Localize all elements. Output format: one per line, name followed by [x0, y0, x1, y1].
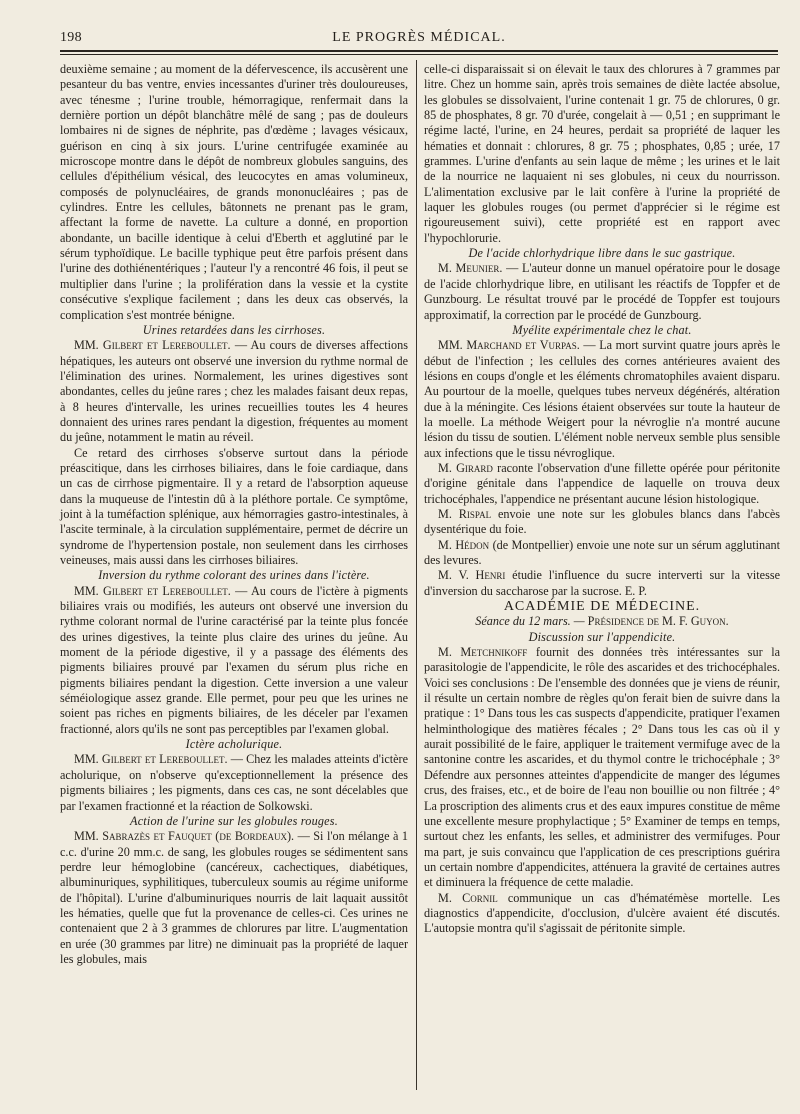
paragraph: [424, 461, 780, 507]
paragraph: [60, 584, 408, 737]
author-names: M. Rispal: [438, 506, 492, 521]
author-names: MM. Gilbert et Lereboullet.: [74, 583, 231, 598]
paragraph-text: — Au cours de l'ictère à pigments biliaires vrais ou modifiés, les auteurs ont observé une inversion du rythme colorant normal de l'urine caractérisé par la teinte plus foncée des urines digestives, la teinte plus claire des urines du jeûne. Au moment de la période digestive, il y a passage des éléments des pigments biliaires prouvé par l'examen du sérum plus riche en pigments biliaires pendant la digestion. Cette inversion a une valeur séméiologique assez grande. Elle permet, pour peu que les urines ne soient pas riches en pigments biliaires, de les déceler par l'examen fractionné, alors qu'ils ne sont pas perceptibles par l'examen global.: [60, 583, 408, 736]
paragraph: [424, 261, 780, 322]
page-number: 198: [60, 30, 82, 45]
paragraph-text: — Chez les malades atteints d'ictère acholurique, on n'observe qu'exceptionnellement la présence des pigments biliaires ; les pigments, dans ces cas, ne sont décelables que par l'examen fractionné et la réaction de Solkowski.: [60, 752, 408, 813]
header-rule-thin: [60, 54, 778, 55]
column-divider: [416, 60, 417, 1090]
paragraph-text: raconte l'observation d'une fillette opérée pour péritonite d'origine génitale dans l'appendice de laquelle on trouva deux trichocéphales, l'appendice ne présentant aucune lésion histologique.: [424, 460, 781, 506]
paragraph: [60, 338, 408, 445]
paragraph: [424, 507, 780, 538]
paragraph-text: communique un cas d'hématémèse mortelle. Les diagnostics d'appendicite, d'occlusion, d'ulcère avaient été discutés. L'autopsie montra qu'il s'agissait de péritonite simple.: [424, 890, 780, 936]
paragraph: celle-ci disparaissait si on élevait le taux des chlorures à 7 grammes par litre. Chez un homme sain, après trois semaines de diète lactée absolue, les globules se dissolvaient, l'urine contenait 1 gr. 75 de chlorures, 0 gr. 85 de phosphates, 8 gr. 70 d'urée, congelait à — 0,51 ; en supprimant le régime lacté, l'urine, en 24 heures, perdait sa propriété de laquer les hématies et donnait : chlorures, 8 gr. 75 ; phosphates, 0,85 ; urée, 17 grammes. L'urine d'enfants au sein laque de même ; les urines et le lait de la nourrice ne laquaient ni ses globules, ni ceux du nourrisson. L'alimentation exclusive par le lait confère à l'urine la propriété de laquer les globules rouges (ou permet d'apprécier si le régime est rigoureusement suivi), cette propriété est en rapport avec l'hypochlorurie.: [424, 62, 780, 245]
paragraph: Ce retard des cirrhoses s'observe surtout dans la période préascitique, dans les cirrhoses biliaires, dans le foie cardiaque, dans un cas de cirrhose pigmentaire. Il y a retard de l'absorption aqueuse dans la muqueuse de l'intestin dû à la pléthore portale. Ce symptôme, joint à la tuméfaction splénique, aux hémorragies gastro-intestinales, à l'ascite terminale, à la circulation supplémentaire, permet de décrire un syndrome de l'hypertension postale, non seulement dans les cirrhoses veineuses, mais aussi dans les cirrhoses biliaires.: [60, 445, 408, 567]
seance-line: [424, 614, 780, 629]
author-names: MM. Marchand et Vurpas.: [438, 338, 580, 353]
paragraph-text: envoie une note sur les globules blancs dans l'abcès dysentérique du foie.: [424, 506, 781, 537]
header-rule-thick: [60, 50, 778, 52]
paragraph: deuxième semaine ; au moment de la défervescence, ils accusèrent une pesanteur du bas ventre, envies incessantes d'uriner très douloureuses, avec ténesme ; l'urine trouble, hémorragique, renfermait dans la dernière portion un dépôt blanchâtre mêlé de sang ; pas de douleurs lombaires ni de signes de néphrite, pas d'œdème ; lavages vésicaux, guérison en cinq à six jours. L'urine centrifugée examinée au microscope montre dans le dépôt de nombreux globules sanguins, des cellules d'épithélium vésical, des leucocytes en amas volumineux, composés de polynucléaires, de grands mononucléaires ; pas de cylindres. Entre les cellules, bâtonnets ne prenant pas le gram, affectant la forme de navette. La culture a donné, en proportion abondante, un bacille identique à celui d'Eberth et agglutiné par le sérum typhoïdique. Le bacille typhique peut être parfois présent dans l'urine des dothiénentériques ; l'auteur l'y a rencontré 46 fois, il peut se multiplier dans l'urine ; la prolifération dans la vessie et la cystite consécutive s'explique facilement ; dans les deux cas observés, la complication s'est montrée bénigne.: [60, 62, 408, 322]
author-names: M. Hédon: [438, 537, 490, 552]
paragraph: [424, 538, 780, 569]
author-names: MM. Gilbert et Lereboullet.: [74, 338, 231, 353]
subheading: Action de l'urine sur les globules rouges.: [130, 813, 338, 828]
section-title: ACADÉMIE DE MÉDECINE.: [503, 599, 701, 615]
right-column: [424, 62, 780, 937]
author-names: M. V. Henri: [438, 568, 506, 583]
paragraph-text: — Au cours de diverses affections hépatiques, les auteurs ont observé une inversion du rythme normal de l'élimination des urines. Normalement, les urines digestives sont abondantes, celles du jeûne rares ; chez les malades faisant deux repas, à 8 heures d'intervalle, les urines recueillies toutes les 4 heures donnaient des urines rares pendant la digestion, fréquentes au moment du jeûne, notamment le matin au réveil.: [60, 338, 408, 445]
seance-presidence: Présidence de M. F. Guyon.: [587, 614, 729, 629]
paragraph: [424, 568, 780, 599]
paragraph: [424, 891, 780, 937]
paragraph-text: — La mort survint quatre jours après le début de l'infection ; les cellules des cornes antérieures avaient des lésions en coups d'ongle et les éléments chromatophiles avaient disparu. Au pourtour de la moelle, quelques tubes nerveux dégénérés, altération due à la méningite. Ces lésions étaient observées sur toute la hauteur de la moelle. La méthode Weigert pour la névroglie n'a montré aucune lésion du tissu de soutien. L'élément noble nerveux semble plus sensible aux infections que le tissu névroglique.: [424, 338, 780, 460]
subheading: Myélite expérimentale chez le chat.: [512, 322, 692, 337]
paragraph-text: — Si l'on mélange à 1 c.c. d'urine 20 mm.c. de sang, les globules rouges se sédimentent sans perdre leur hémoglobine (cancéreux, cachectiques, diabétiques, albuminuriques, syphilitiques, tuberculeux soumis au régime uniforme de l'hôpital). L'urine d'albuminuriques nourris de lait laquait aussitôt les hématies, quelle que fut la provenance de celles-ci. Ces urines ne contenaient que 2 à 3 grammes de chlorures par litre. L'augmentation en urée (30 grammes par litre) ne diminuait pas la propriété de laquer les globules, mais: [60, 829, 409, 966]
seance-date: Séance du 12 mars. —: [475, 614, 588, 629]
paragraph-text: étudie l'influence du sucre interverti sur la vitesse d'inversion du saccharose par la sucrose. E. P.: [424, 568, 780, 598]
paragraph: [60, 752, 408, 813]
paragraph: [60, 829, 408, 967]
subheading: Discussion sur l'appendicite.: [528, 629, 676, 644]
paragraph-text: (de Montpellier) envoie une note sur un sérum agglutinant des levures.: [424, 537, 780, 567]
page-header: [60, 28, 778, 48]
author-names: M. Metchnikoff: [438, 645, 528, 660]
subheading: Inversion du rythme colorant des urines dans l'ictère.: [98, 568, 370, 583]
left-column: [60, 62, 408, 967]
subheading: Urines retardées dans les cirrhoses.: [142, 322, 326, 337]
paragraph-text: — L'auteur donne un manuel opératoire pour le dosage de l'acide chlorhydrique libre, en utilisant les réactifs de Toppfer et de Gunzbourg. Le résultat trouvé par le procédé de Toppfer est toujours approximatif, la correction par le procédé de Gunzbourg.: [424, 261, 780, 322]
paragraph-text: fournit des données très intéressantes sur la parasitologie de l'appendicite, le rôle des ascarides et des trichocéphales. Voici ses conclusions : De l'ensemble des données que je viens de réunir, il résulte un certain nombre de règles qu'on ferait bien de suivre dans la pratique : 1° Dans tous les cas suspects d'appendicite, pratiquer l'examen helminthologique des matières fécales ; 2° Dans tous les cas où il y aurait possibilité de le faire, appliquer le traitement vermifuge avec de la santonine contre les ascarides, et du thymol contre le trichocéphale ; 3° Défendre aux personnes atteintes d'appendicite de manger des légumes crus, des fraises, etc., et de boire de l'eau non bouillie ou non filtrée ; 4° La proscription des aliments crus et des eaux impures constitue de même une excellente mesure prophylactique ; 5° Examiner de temps en temps, surtout chez les enfants, les selles, et administrer des vermifuges. Pour ma part, je suis convaincu que l'application de ces prescriptions guérira un certain nombre d'appendicites, atténuera la gravité de certaines autres et diminuera la fréquence de cette maladie.: [424, 645, 780, 890]
author-names: M. Meunier.: [438, 261, 503, 276]
paragraph: [424, 338, 780, 461]
author-names: MM. Gilbert et Lereboullet.: [74, 752, 228, 767]
author-names: M. Cornil: [438, 890, 498, 905]
subheading: Ictère acholurique.: [185, 737, 283, 752]
running-title: LE PROGRÈS MÉDICAL.: [332, 30, 506, 45]
paragraph: [424, 645, 780, 891]
author-names: M. Girard: [438, 460, 493, 475]
subheading: De l'acide chlorhydrique libre dans le suc gastrique.: [468, 246, 736, 261]
author-names: MM. Sabrazès et Fauquet (de Bordeaux).: [74, 829, 295, 844]
